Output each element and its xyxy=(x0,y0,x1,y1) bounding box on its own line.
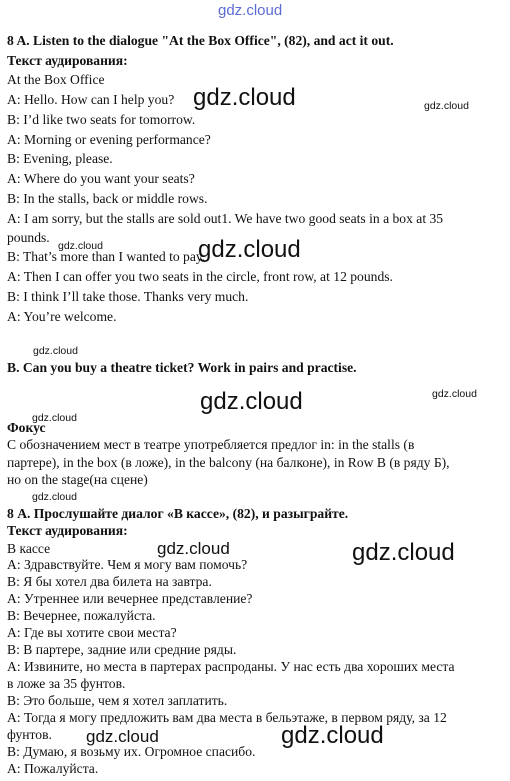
dialogue-line: A: You’re welcome. xyxy=(7,309,117,324)
watermark: gdz.cloud xyxy=(58,240,103,252)
dialogue-line-ru: В: Думаю, я возьму их. Огромное спасибо. xyxy=(7,744,256,759)
focus-line: но on the stage(на сцене) xyxy=(7,472,148,487)
transcript-label-en: Текст аудирования: xyxy=(7,53,128,68)
watermark: gdz.cloud xyxy=(33,345,78,357)
dialogue-line: A: Hello. How can I help you? xyxy=(7,92,175,107)
dialogue-line: B: In the stalls, back or middle rows. xyxy=(7,191,208,206)
watermark: gdz.cloud xyxy=(352,539,455,566)
focus-line: партере), in the box (в ложе), in the balcony (на балконе), in Row B (в ряду Б), xyxy=(7,455,450,470)
dialogue-line: B: I think I’ll take those. Thanks very much. xyxy=(7,289,249,304)
dialogue-line-ru: фунтов. xyxy=(7,727,52,742)
watermark: gdz.cloud xyxy=(198,236,301,263)
dialogue-line-ru: А: Здравствуйте. Чем я могу вам помочь? xyxy=(7,557,248,572)
dialogue-line: A: Morning or evening performance? xyxy=(7,132,211,147)
dialogue-title-ru: В кассе xyxy=(7,541,51,556)
focus-heading: Фокус xyxy=(7,420,46,435)
watermark: gdz.cloud xyxy=(32,412,77,424)
dialogue-line-ru: А: Извините, но места в партерах распроданы. У нас есть два хороших места xyxy=(7,659,455,674)
watermark: gdz.cloud xyxy=(200,388,303,415)
watermark: gdz.cloud xyxy=(193,84,296,111)
watermark-top: gdz.cloud xyxy=(218,2,283,19)
dialogue-line: A: Where do you want your seats? xyxy=(7,171,195,186)
task-heading-ru: 8 А. Прослушайте диалог «В кассе», (82), и разыграйте. xyxy=(7,506,349,521)
watermark: gdz.cloud xyxy=(86,727,159,746)
watermark: gdz.cloud xyxy=(281,722,384,749)
dialogue-line: B: I’d like two seats for tomorrow. xyxy=(7,112,196,127)
dialogue-line-ru: А: Утреннее или вечернее представление? xyxy=(7,591,253,606)
dialogue-line-ru: В: Вечернее, пожалуйста. xyxy=(7,608,156,623)
transcript-label-ru: Текст аудирования: xyxy=(7,523,128,538)
dialogue-line-ru: в ложе за 35 фунтов. xyxy=(7,676,126,691)
task-heading-en: 8 A. Listen to the dialogue "At the Box Office", (82), and act it out. xyxy=(7,33,394,48)
dialogue-line: B: Evening, please. xyxy=(7,151,113,166)
dialogue-line-ru: А: Где вы хотите свои места? xyxy=(7,625,177,640)
dialogue-line-ru: В: Я бы хотел два билета на завтра. xyxy=(7,574,212,589)
dialogue-title-en: At the Box Office xyxy=(7,72,105,87)
dialogue-line-ru: А: Тогда я могу предложить вам два места в бельэтаже, в первом ряду, за 12 xyxy=(7,710,447,725)
dialogue-line: A: Then I can offer you two seats in the circle, front row, at 12 pounds. xyxy=(7,269,393,284)
dialogue-line: A: I am sorry, but the stalls are sold out1. We have two good seats in a box at 35 xyxy=(7,211,444,226)
dialogue-line-ru: А: Пожалуйста. xyxy=(7,761,99,776)
watermark: gdz.cloud xyxy=(432,388,477,400)
dialogue-line: pounds. xyxy=(7,230,50,245)
focus-line: С обозначением мест в театре употребляется предлог in: in the stalls (в xyxy=(7,437,415,452)
watermark: gdz.cloud xyxy=(32,491,77,503)
watermark: gdz.cloud xyxy=(157,539,230,558)
watermark: gdz.cloud xyxy=(424,100,469,112)
task-b-heading: B. Can you buy a theatre ticket? Work in pairs and practise. xyxy=(7,360,357,375)
dialogue-line-ru: В: Это больше, чем я хотел заплатить. xyxy=(7,693,228,708)
dialogue-line-ru: В: В партере, задние или средние ряды. xyxy=(7,642,237,657)
dialogue-line: B: That’s more than I wanted to pay. xyxy=(7,249,206,264)
